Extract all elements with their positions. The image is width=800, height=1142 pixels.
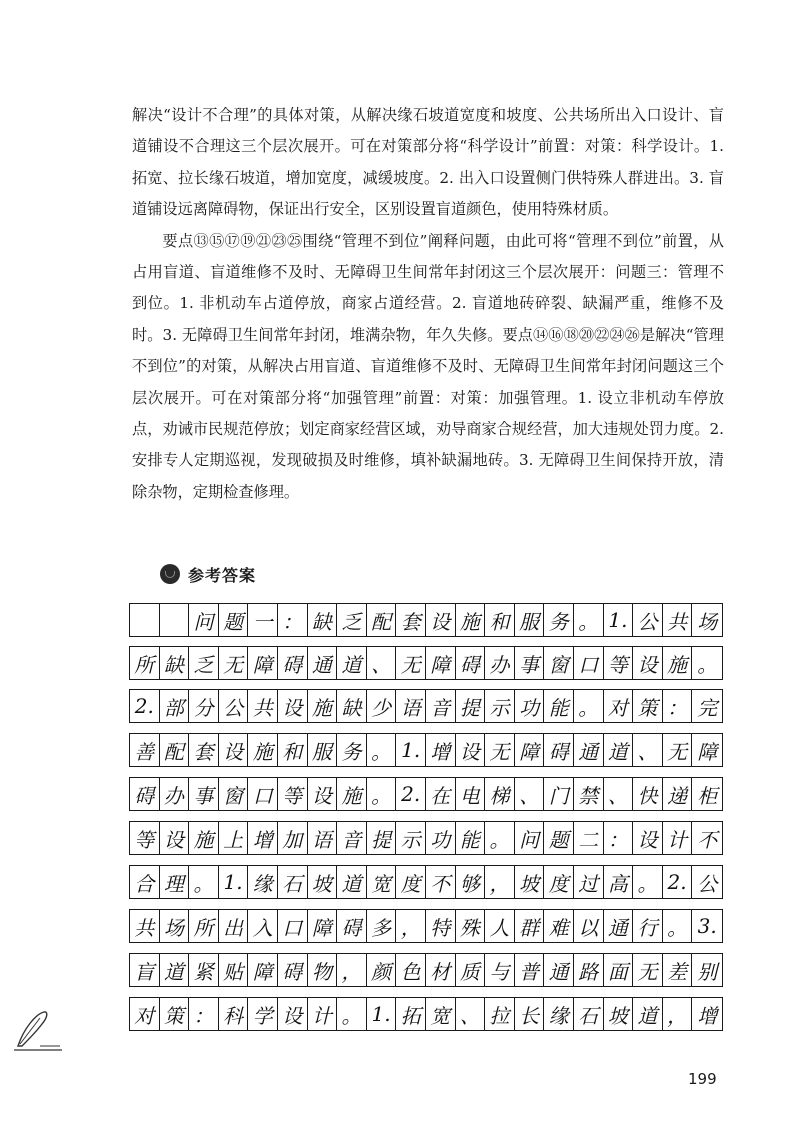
grid-cell: 2. (396, 778, 426, 810)
grid-cell: 施 (308, 690, 338, 722)
grid-cell: 人 (485, 910, 515, 942)
grid-cell: 递 (663, 778, 693, 810)
grid-cell: 场 (160, 910, 190, 942)
grid-cell: 加 (278, 822, 308, 854)
grid-cell: 对 (604, 690, 634, 722)
grid-cell: 完 (697, 695, 718, 720)
grid-cell: 道 (337, 647, 367, 679)
grid-cell: 快 (633, 778, 663, 810)
grid-cell: 在 (426, 778, 456, 810)
grid-cell: 。 (189, 866, 219, 898)
grid-row (129, 821, 723, 855)
grid-cell: 。 (574, 604, 604, 636)
grid-row (129, 909, 723, 943)
grid-cell: 部 (160, 690, 190, 722)
grid-cell: 差 (663, 954, 693, 986)
grid-cell: 口 (574, 647, 604, 679)
grid-cell: 道 (160, 954, 190, 986)
grid-cell: 够 (456, 866, 486, 898)
grid-cell: 无 (663, 734, 693, 766)
grid-cell: 等 (604, 647, 634, 679)
grid-cell: 群 (515, 910, 545, 942)
grid-cell: 所 (189, 910, 219, 942)
grid-cell: 乏 (189, 647, 219, 679)
grid-cell: 公 (697, 871, 718, 896)
grid-cell: 办 (485, 647, 515, 679)
grid-cell: 学 (248, 998, 278, 1030)
grid-cell: 贴 (219, 954, 249, 986)
grid-cell (160, 604, 190, 636)
grid-cell: 等 (278, 778, 308, 810)
grid-cell: 3. (697, 914, 717, 938)
grid-cell: 。 (337, 998, 367, 1030)
grid-cell: 过 (574, 866, 604, 898)
grid-cell: 服 (308, 734, 338, 766)
grid-cell: 设 (426, 604, 456, 636)
grid-cell: 度 (544, 866, 574, 898)
grid-cell: 普 (515, 954, 545, 986)
grid-cell: 一 (248, 604, 278, 636)
grid-cell: 设 (456, 734, 486, 766)
grid-cell: 题 (544, 822, 574, 854)
grid-cell: 石 (278, 866, 308, 898)
grid-cell: 策 (633, 690, 663, 722)
grid-cell: 碍 (544, 734, 574, 766)
grid-cell: 。 (485, 822, 515, 854)
grid-cell: 通 (544, 954, 574, 986)
grid-cell: 与 (485, 954, 515, 986)
grid-cell: 口 (278, 910, 308, 942)
grid-cell: ： (604, 822, 634, 854)
grid-cell: 问 (189, 604, 219, 636)
grid-cell: 殊 (456, 910, 486, 942)
grid-cell: 设 (278, 690, 308, 722)
grid-cell: 套 (396, 604, 426, 636)
grid-cell: 不 (697, 827, 718, 852)
grid-cell: 功 (426, 822, 456, 854)
page-number: 199 (688, 1070, 717, 1088)
grid-cell: 合 (130, 866, 160, 898)
pen-doodle-icon (10, 1008, 66, 1056)
grid-cell: 音 (426, 690, 456, 722)
grid-cell: 路 (574, 954, 604, 986)
grid-cell: 材 (426, 954, 456, 986)
grid-cell: 增 (248, 822, 278, 854)
grid-cell: 出 (219, 910, 249, 942)
grid-cell: 和 (485, 604, 515, 636)
grid-cell: 设 (219, 734, 249, 766)
grid-cell: 无 (485, 734, 515, 766)
grid-cell: 所 (130, 647, 160, 679)
grid-cell: 通 (604, 910, 634, 942)
grid-cell: 行 (633, 910, 663, 942)
grid-cell: 质 (456, 954, 486, 986)
grid-cell: 理 (160, 866, 190, 898)
grid-cell: 门 (544, 778, 574, 810)
grid-cell: 障 (308, 910, 338, 942)
grid-cell: 设 (633, 822, 663, 854)
grid-cell: 事 (515, 647, 545, 679)
grid-cell: 。 (367, 778, 397, 810)
grid-cell: 示 (396, 822, 426, 854)
grid-row (129, 603, 723, 637)
grid-cell: 梯 (485, 778, 515, 810)
grid-cell: 无 (396, 647, 426, 679)
grid-cell: 套 (189, 734, 219, 766)
grid-cell: 少 (367, 690, 397, 722)
grid-cell: 和 (278, 734, 308, 766)
grid-cell: 配 (160, 734, 190, 766)
grid-cell: 施 (189, 822, 219, 854)
grid-cell: 碍 (278, 954, 308, 986)
grid-cell: 设 (278, 998, 308, 1030)
grid-cell: 务 (337, 734, 367, 766)
grid-cell: ， (337, 954, 367, 986)
grid-cell: 题 (219, 604, 249, 636)
grid-cell: 对 (130, 998, 160, 1030)
grid-cell: 窗 (219, 778, 249, 810)
grid-cell: 盲 (130, 954, 160, 986)
grid-cell: 上 (219, 822, 249, 854)
grid-cell: 缺 (308, 604, 338, 636)
grid-cell: 窗 (544, 647, 574, 679)
grid-cell: 配 (367, 604, 397, 636)
grid-cell: 公 (219, 690, 249, 722)
grid-cell: 度 (396, 866, 426, 898)
grid-cell: 物 (308, 954, 338, 986)
grid-cell: 宽 (426, 998, 456, 1030)
grid-cell: 通 (574, 734, 604, 766)
grid-cell: 分 (189, 690, 219, 722)
grid-cell: 障 (426, 647, 456, 679)
grid-cell: 别 (697, 959, 718, 984)
grid-cell: 1. (396, 734, 426, 766)
grid-cell: 计 (663, 822, 693, 854)
grid-cell: 善 (130, 734, 160, 766)
grid-cell: 务 (544, 604, 574, 636)
grid-cell: 问 (515, 822, 545, 854)
grid-row (129, 689, 723, 723)
grid-cell: 障 (248, 954, 278, 986)
grid-cell: ， (485, 866, 515, 898)
grid-cell: 设 (308, 778, 338, 810)
grid-cell: 障 (697, 739, 718, 764)
grid-cell: ， (663, 998, 693, 1030)
grid-cell: 无 (219, 647, 249, 679)
grid-cell: 无 (633, 954, 663, 986)
grid-cell: 颜 (367, 954, 397, 986)
grid-cell: 色 (396, 954, 426, 986)
grid-cell: 、 (633, 734, 663, 766)
grid-cell: 乏 (337, 604, 367, 636)
grid-cell: 1. (367, 998, 397, 1030)
grid-cell: 能 (544, 690, 574, 722)
grid-cell: 增 (697, 1003, 718, 1028)
grid-cell: 道 (604, 734, 634, 766)
grid-cell: 计 (308, 998, 338, 1030)
grid-cell: 施 (248, 734, 278, 766)
grid-row (129, 865, 723, 899)
grid-cell (130, 604, 160, 636)
grid-cell: 障 (515, 734, 545, 766)
grid-cell: 共 (130, 910, 160, 942)
answer-section-title: 参考答案 (188, 565, 257, 585)
answer-badge-icon (160, 564, 180, 584)
grid-cell: 面 (604, 954, 634, 986)
grid-cell: 语 (308, 822, 338, 854)
grid-cell: 紧 (189, 954, 219, 986)
grid-cell: 设 (160, 822, 190, 854)
grid-cell: 缘 (248, 866, 278, 898)
grid-cell: 施 (337, 778, 367, 810)
grid-cell: 公 (633, 604, 663, 636)
grid-cell: 1. (219, 866, 249, 898)
grid-cell: ， (396, 910, 426, 942)
grid-cell: 多 (367, 910, 397, 942)
grid-cell: 拉 (485, 998, 515, 1030)
grid-cell: 、 (367, 647, 397, 679)
grid-cell: 共 (663, 604, 693, 636)
body-text (132, 100, 724, 508)
grid-cell: 特 (426, 910, 456, 942)
grid-cell: 。 (574, 690, 604, 722)
grid-cell: 高 (604, 866, 634, 898)
grid-cell: 语 (396, 690, 426, 722)
grid-cell: 石 (574, 998, 604, 1030)
grid-cell: ： (663, 690, 693, 722)
grid-cell: 二 (574, 822, 604, 854)
grid-cell: 碍 (130, 778, 160, 810)
grid-cell: 事 (189, 778, 219, 810)
grid-cell: 通 (308, 647, 338, 679)
grid-cell: 、 (604, 778, 634, 810)
grid-cell: 碍 (456, 647, 486, 679)
grid-cell: 功 (515, 690, 545, 722)
grid-cell: 。 (663, 910, 693, 942)
grid-cell: 音 (337, 822, 367, 854)
grid-row (129, 646, 723, 680)
grid-cell: 缺 (160, 647, 190, 679)
grid-row (129, 733, 723, 767)
grid-cell: 入 (248, 910, 278, 942)
grid-cell: 设 (633, 647, 663, 679)
grid-row (129, 953, 723, 987)
grid-row (129, 997, 723, 1031)
grid-cell: 共 (248, 690, 278, 722)
grid-cell: 办 (160, 778, 190, 810)
paragraph-1: 解决“设计不合理”的具体对策，从解决缘石坡道宽度和坡度、公共场所出入口设计、盲道铺设不合理这三个层次展开。可在对策部分将“科学设计”前置：对策：科学设计。1. 拓宽、拉长缘石坡道，增加宽度，减缓坡度。2. 出入口设置侧门供特殊人群进出。3. 盲道铺设远离障碍物，保证出行安全，区别设置盲道颜色，使用特殊材质。 (132, 106, 724, 219)
grid-cell: 长 (515, 998, 545, 1030)
grid-cell: 缘 (544, 998, 574, 1030)
grid-cell: 1. (604, 604, 634, 636)
grid-cell: 禁 (574, 778, 604, 810)
grid-cell: 示 (485, 690, 515, 722)
grid-cell: 策 (160, 998, 190, 1030)
grid-cell: 服 (515, 604, 545, 636)
grid-cell: 提 (367, 822, 397, 854)
grid-cell: 宽 (367, 866, 397, 898)
grid-cell: 坡 (308, 866, 338, 898)
grid-cell: 碍 (278, 647, 308, 679)
grid-cell: 柜 (697, 783, 718, 808)
grid-cell: 增 (426, 734, 456, 766)
grid-cell: 道 (633, 998, 663, 1030)
grid-cell: 不 (426, 866, 456, 898)
grid-cell: 2. (130, 690, 160, 722)
grid-cell: 以 (574, 910, 604, 942)
grid-cell: 拓 (396, 998, 426, 1030)
grid-cell: 场 (697, 609, 718, 634)
grid-cell: 缺 (337, 690, 367, 722)
grid-cell: 。 (633, 866, 663, 898)
grid-cell: ： (189, 998, 219, 1030)
grid-cell: 2. (663, 866, 693, 898)
grid-cell: 坡 (515, 866, 545, 898)
grid-cell: 能 (456, 822, 486, 854)
grid-cell: 碍 (337, 910, 367, 942)
grid-cell: 科 (219, 998, 249, 1030)
grid-cell: ： (278, 604, 308, 636)
grid-cell: 施 (456, 604, 486, 636)
paragraph-2: 要点⑬⑮⑰⑲㉑㉓㉕围绕“管理不到位”阐释问题，由此可将“管理不到位”前置，从占用盲道、盲道维修不及时、无障碍卫生间常年封闭这三个层次展开：问题三：管理不到位。1. 非机动车占道停放，商家占道经营。2. 盲道地砖碎裂、缺漏严重，维修不及时。3. 无障碍卫生间常年封闭，堆满杂物，年久失修。要点⑭⑯⑱⑳㉒㉔㉖是解决“管理不到位”的对策，从解决占用盲道、盲道维修不及时、无障碍卫生间常年封闭问题这三个层次展开。可在对策部分将“加强管理”前置：对策：加强管理。1. 设立非机动车停放点，劝诫市民规范停放；划定商家经营区域，劝导商家合规经营，加大违规处罚力度。2. 安排专人定期巡视，发现破损及时维修，填补缺漏地砖。3. 无障碍卫生间保持开放，清除杂物，定期检查修理。 (132, 231, 724, 501)
grid-cell: 道 (337, 866, 367, 898)
grid-cell: 口 (248, 778, 278, 810)
grid-cell: 。 (697, 652, 718, 677)
grid-cell: 电 (456, 778, 486, 810)
grid-cell: 、 (515, 778, 545, 810)
grid-cell: 等 (130, 822, 160, 854)
grid-cell: 。 (367, 734, 397, 766)
grid-cell: 障 (248, 647, 278, 679)
grid-cell: 施 (663, 647, 693, 679)
answer-section-heading (160, 560, 256, 588)
grid-cell: 、 (456, 998, 486, 1030)
grid-row (129, 777, 723, 811)
grid-cell: 难 (544, 910, 574, 942)
grid-cell: 提 (456, 690, 486, 722)
grid-cell: 坡 (604, 998, 634, 1030)
